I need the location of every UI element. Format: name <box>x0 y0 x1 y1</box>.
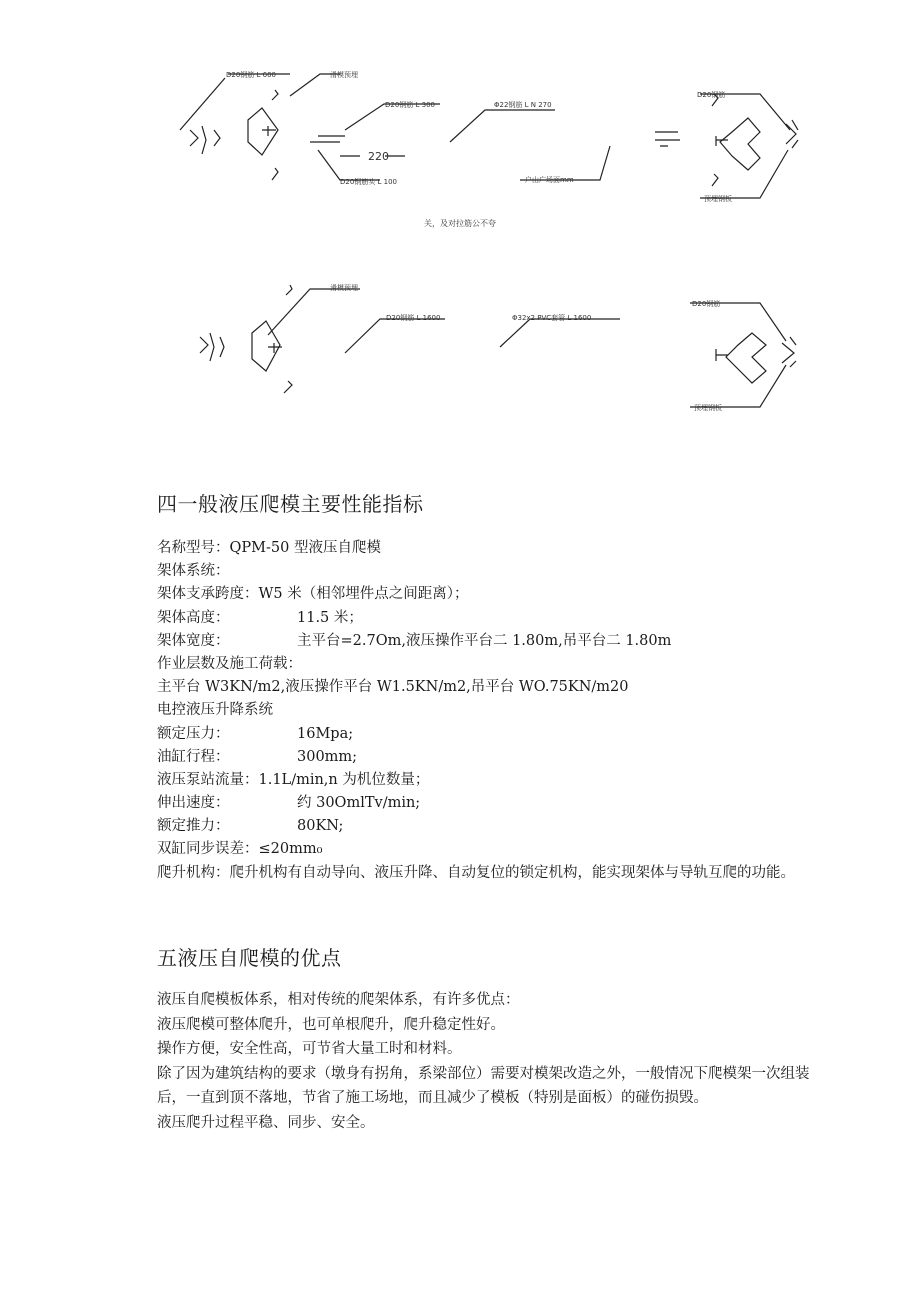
label-steel-plate-bottom: 预埋钢板 <box>694 404 722 412</box>
spec-line: 架体支承跨度：W5 米（相邻埋件点之间距离）； <box>157 586 469 603</box>
advantage-line: 液压爬升过程平稳、同步、安全。 <box>157 1114 375 1131</box>
spec-line: 主平台 W3KN/m2,液压操作平台 W1.5KN/m2,吊平台 WO.75KN∕m20 <box>157 679 629 696</box>
spec-line: 作业层数及施工荷载： <box>157 655 302 672</box>
diagram-caption: 关，及对拉筋公不夸 <box>424 219 496 228</box>
label-d20-1600: D20钢筋 L 1600 <box>386 314 441 322</box>
label-d20-600: D20钢筋 L 600 <box>226 71 277 79</box>
spec-list <box>157 537 817 885</box>
climbing-mechanism-paragraph: 爬升机构：爬升机构有自动导向、液压升降、自动复位的锁定机构，能实现架体与导轨互爬的功能。 <box>157 864 795 881</box>
advantage-line: 操作方便，安全性高，可节省大量工时和材料。 <box>157 1041 462 1057</box>
label-phi22-270: Φ22钢筋 L N 270 <box>494 101 552 109</box>
spec-line: 架体系统： <box>157 563 230 580</box>
spec-line: 伸出速度： 约 30OmlTv∕min; <box>157 795 421 812</box>
spec-line: 油缸行程： 300mm; <box>157 748 358 765</box>
embedded-parts-diagram-top <box>0 60 920 240</box>
label-dimension-220: 220 <box>368 150 389 163</box>
spec-line: 架体宽度： 主平台=2.7Om,液压操作平台二 1.80m,吊平台二 1.80m <box>157 632 672 649</box>
advantage-paragraph: 除了因为建筑结构的要求（墩身有拐角，系梁部位）需要对模架改造之外，一般情况下爬模架一次组装后，一直到顶不落地，节省了施工场地，而且减少了模板（特别是面板）的碰伤损毁。 <box>157 1065 810 1106</box>
spec-line: 双缸同步误差：≤20mm₀ <box>157 841 323 858</box>
advantages-list <box>157 988 817 1135</box>
spec-line: 额定推力： 80KN; <box>157 818 344 835</box>
spec-line: 架体高度： 11.5 米； <box>157 609 363 626</box>
label-pvc-sleeve: Φ32x2 PVC套管 L 1600 <box>512 314 592 322</box>
label-d20-300: D20钢筋 L 300 <box>385 101 436 109</box>
advantage-line: 液压自爬模板体系，相对传统的爬架体系，有许多优点： <box>157 992 520 1008</box>
spec-line: 液压泵站流量：1.1L∕min,n 为机位数量； <box>157 771 430 788</box>
label-d20-right-bottom: D20钢筋 <box>692 300 721 308</box>
spec-line: 额定压力： 16Mpa; <box>157 725 354 742</box>
diagram-bottom-drawing <box>0 275 920 430</box>
label-steel-plate: 预埋钢板 <box>704 195 732 203</box>
spec-line: 电控液压升降系统 <box>157 702 273 719</box>
label-d20-head-100: D20钢筋头 L 100 <box>340 178 398 186</box>
label-embed: 滑模预埋 <box>330 71 358 79</box>
label-plaza-surface: 户山广场面mm <box>525 176 574 184</box>
advantage-line: 液压爬模可整体爬升，也可单根爬升，爬升稳定性好。 <box>157 1016 505 1033</box>
label-d20-right: D20钢筋 <box>697 91 726 99</box>
section4-heading: 四一般液压爬模主要性能指标 <box>157 492 424 516</box>
section5-heading: 五液压自爬模的优点 <box>157 946 342 970</box>
diagram-top-drawing <box>0 60 920 240</box>
embedded-parts-diagram-bottom <box>0 275 920 430</box>
spec-line: 名称型号：QPM-50 型液压自爬模 <box>157 540 381 556</box>
label-embed-bottom: 滑模预埋 <box>330 284 358 292</box>
